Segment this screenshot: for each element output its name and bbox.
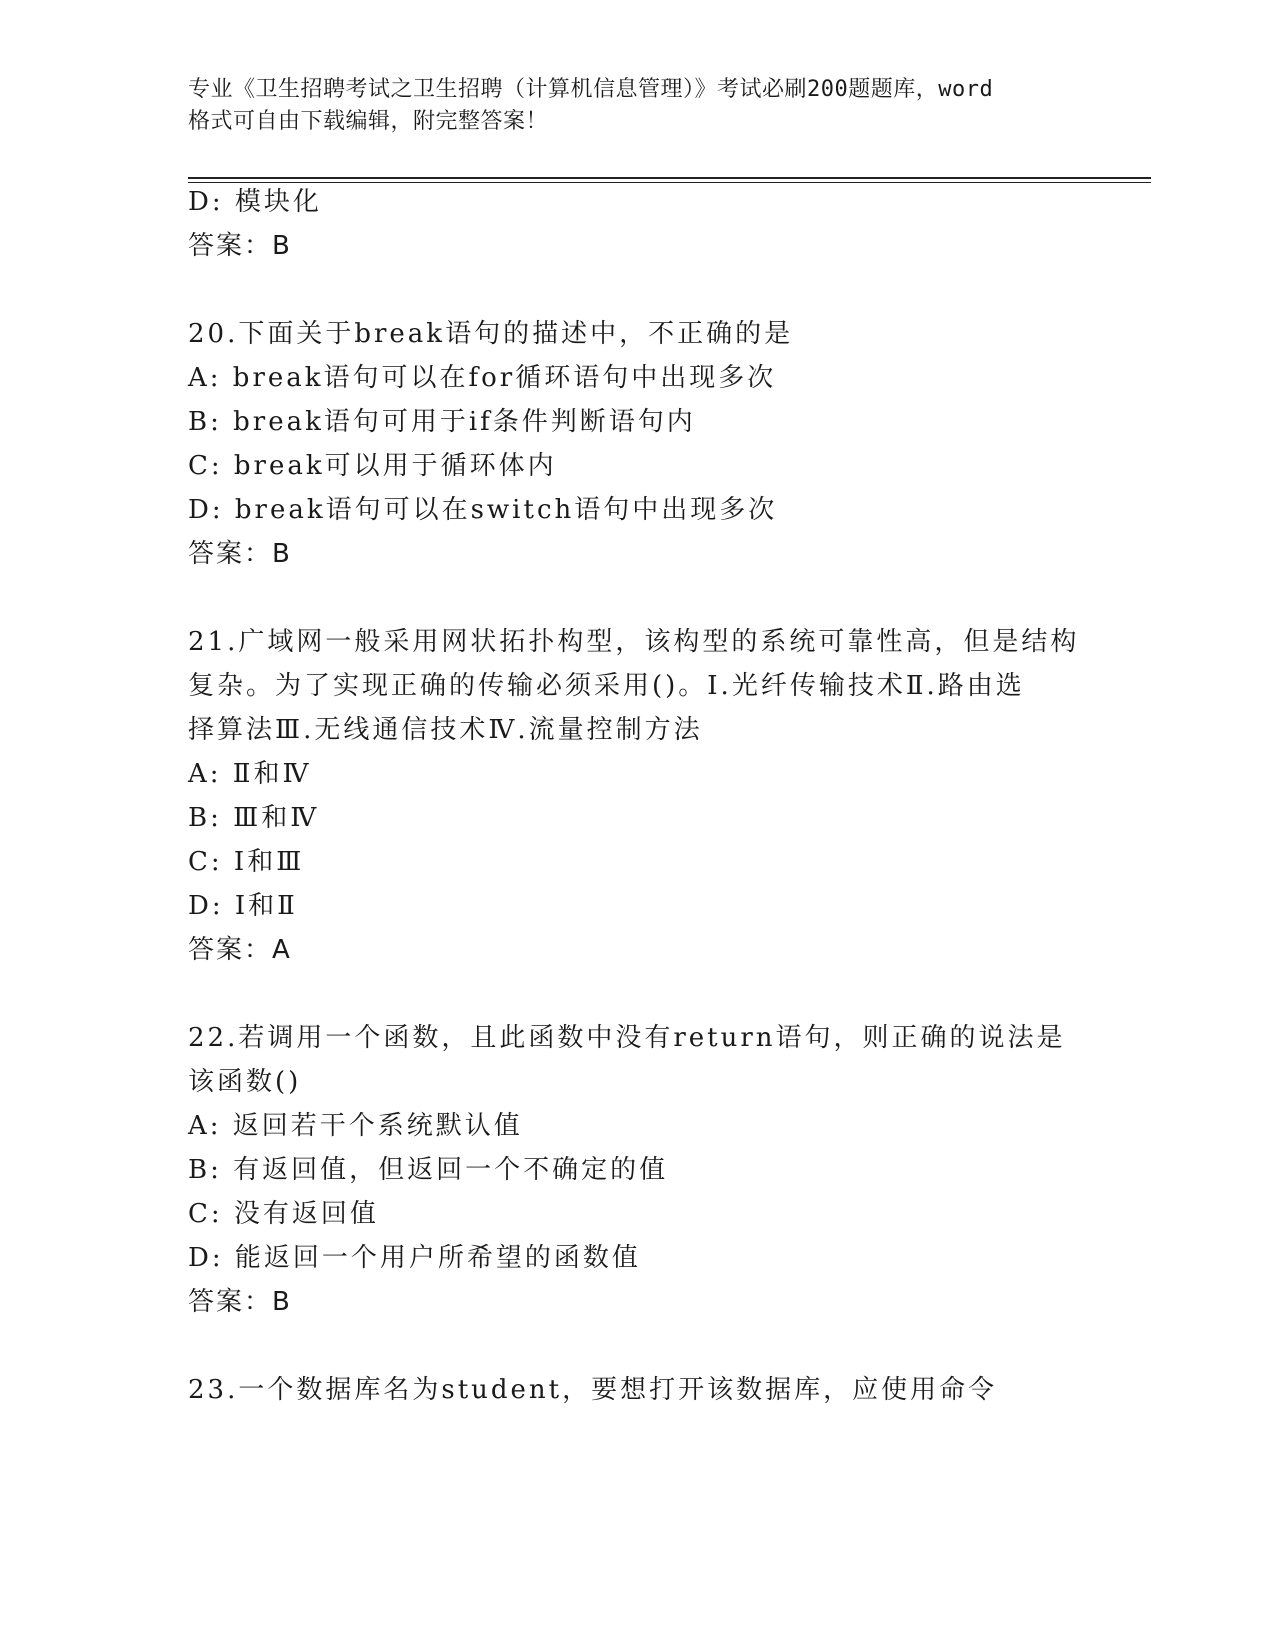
q22-question-line-2: 该函数() xyxy=(188,1067,302,1097)
q22-question-line-1: 22.若调用一个函数，且此函数中没有return语句，则正确的说法是 xyxy=(188,1023,1066,1053)
header-divider-thin xyxy=(188,182,1151,183)
q20-answer: 答案：B xyxy=(188,539,292,569)
header-divider-thick xyxy=(188,177,1151,179)
q22-option-a: A: 返回若干个系统默认值 xyxy=(188,1111,523,1141)
q20-option-d: D: break语句可以在switch语句中出现多次 xyxy=(188,495,778,525)
q21-question-line-3: 择算法Ⅲ.无线通信技术Ⅳ.流量控制方法 xyxy=(188,715,703,745)
q22-option-c: C: 没有返回值 xyxy=(188,1199,379,1229)
q20-question: 20.下面关于break语句的描述中，不正确的是 xyxy=(188,319,794,349)
q19-option-d: D: 模块化 xyxy=(188,187,322,217)
q21-option-c: C: Ⅰ和Ⅲ xyxy=(188,847,305,877)
q22-answer: 答案：B xyxy=(188,1287,292,1317)
q21-answer: 答案：A xyxy=(188,935,292,965)
q21-option-a: A: Ⅱ和Ⅳ xyxy=(188,759,312,789)
q21-option-b: B: Ⅲ和Ⅳ xyxy=(188,803,320,833)
q20-option-a: A: break语句可以在for循环语句中出现多次 xyxy=(188,363,777,393)
header-line-2: 格式可自由下载编辑，附完整答案！ xyxy=(188,109,549,134)
q21-option-d: D: Ⅰ和Ⅱ xyxy=(188,891,298,921)
q22-option-b: B: 有返回值，但返回一个不确定的值 xyxy=(188,1155,669,1185)
q21-question-line-1: 21.广域网一般采用网状拓扑构型，该构型的系统可靠性高，但是结构 xyxy=(188,627,1080,657)
q22-option-d: D: 能返回一个用户所希望的函数值 xyxy=(188,1243,641,1273)
q23-question: 23.一个数据库名为student，要想打开该数据库，应使用命令 xyxy=(188,1375,998,1405)
q20-option-c: C: break可以用于循环体内 xyxy=(188,451,557,481)
q20-option-b: B: break语句可用于if条件判断语句内 xyxy=(188,407,696,437)
page-header xyxy=(188,74,1088,138)
q19-answer: 答案：B xyxy=(188,231,292,261)
header-line-1: 专业《卫生招聘考试之卫生招聘（计算机信息管理）》考试必刷200题题库，word xyxy=(188,77,994,102)
q21-question-line-2: 复杂。为了实现正确的传输必须采用()。Ⅰ.光纤传输技术Ⅱ.路由选 xyxy=(188,671,1025,701)
